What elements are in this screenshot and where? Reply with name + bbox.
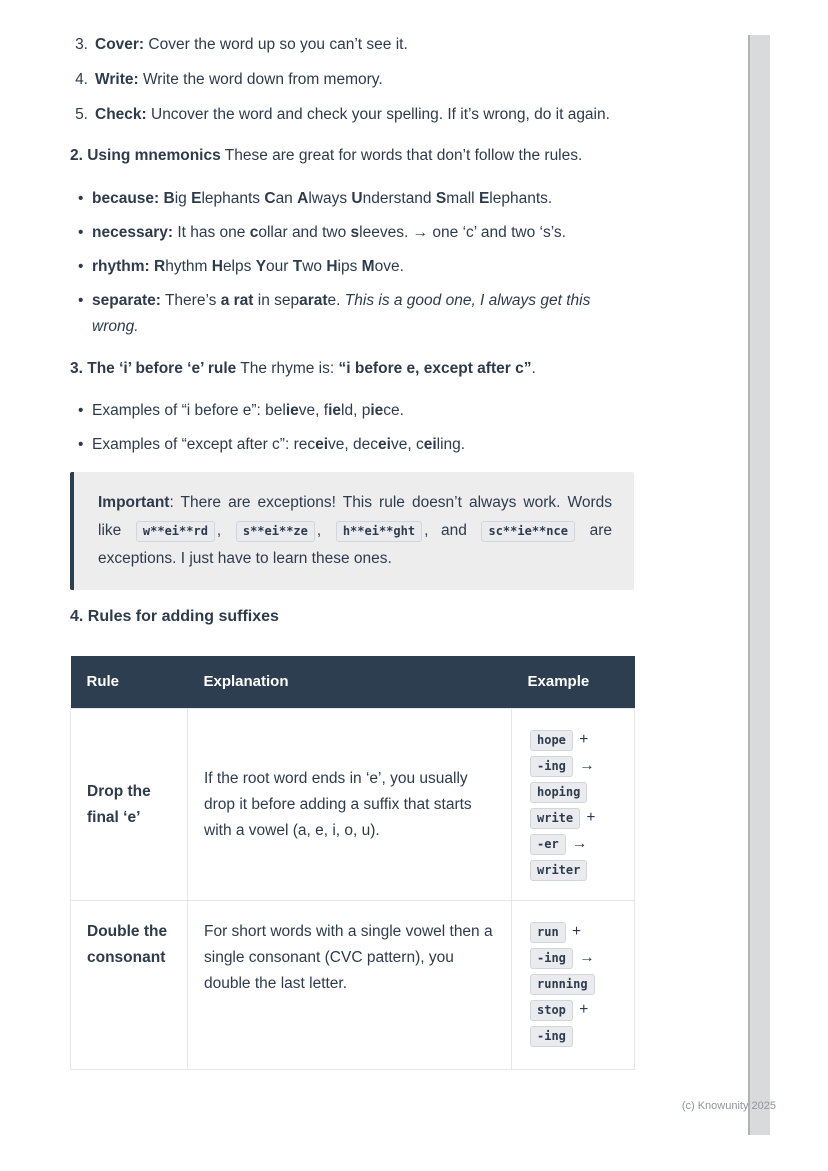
text-segment: + — [574, 1001, 589, 1018]
bold-text: Cover: — [95, 36, 145, 53]
text-segment: → — [567, 834, 588, 852]
example-cell — [512, 709, 635, 901]
text-segment: There’s — [160, 292, 221, 309]
bold-text: s — [350, 224, 360, 241]
text-segment: , — [216, 522, 234, 539]
text-segment: These are great for words that don’t follow the rules. — [220, 147, 583, 164]
list-item-check — [70, 102, 634, 128]
document-content — [70, 32, 634, 1070]
text-segment: → — [574, 949, 595, 966]
table-header-explanation: Explanation — [188, 656, 512, 709]
bold-text: E — [191, 190, 202, 207]
text-segment: . — [531, 360, 536, 377]
text-segment: It has one — [173, 224, 250, 241]
ordered-list-steps — [70, 32, 634, 128]
bold-text: 2. Using mnemonics — [70, 147, 221, 164]
code-chip: writer — [530, 860, 587, 881]
text-segment: , and — [424, 522, 480, 539]
paragraph-using-mnemonics — [70, 143, 634, 169]
list-item-cover — [70, 32, 634, 58]
list-item-text — [95, 67, 634, 93]
bold-text: “i before e, except after c” — [338, 360, 532, 377]
bold-text: U — [351, 190, 363, 207]
bold-text: Important — [98, 494, 170, 511]
code-chip: sc**ie**nce — [481, 521, 574, 542]
heading-suffix-rules: 4. Rules for adding suffixes — [70, 608, 279, 625]
bold-text: arat — [299, 292, 328, 309]
list-item-text — [95, 32, 634, 58]
bold-text: Write: — [95, 71, 139, 88]
text-segment: Uncover the word and check your spelling. If it’s wrong, do it again. — [146, 106, 610, 123]
text-segment: lways — [308, 190, 352, 207]
text-segment: Write the word down from memory. — [138, 71, 383, 88]
bold-text: separate: — [92, 292, 161, 309]
text-segment: in sep — [253, 292, 300, 309]
text-segment: : There are exceptions! This rule doesn’t always work. Words like — [98, 494, 612, 539]
text-segment: + — [574, 730, 589, 748]
text-segment: an — [275, 190, 298, 207]
code-chip: hope — [530, 730, 573, 751]
example-content — [528, 727, 618, 883]
bold-text: ei — [378, 436, 391, 453]
table-row-double-consonant — [71, 901, 635, 1070]
code-chip: h**ei**ght — [336, 521, 422, 542]
text-segment: mall — [446, 190, 479, 207]
text-segment: ollar and two — [258, 224, 351, 241]
table-header-rule: Rule — [71, 656, 188, 709]
bold-text: 3. The ‘i’ before ‘e’ rule — [70, 360, 237, 377]
bold-text: a rat — [220, 292, 254, 309]
bold-text: H — [326, 258, 338, 275]
bold-text: Y — [255, 258, 267, 275]
bold-text: S — [435, 190, 447, 207]
bullet-item-because — [70, 186, 634, 212]
bold-text: M — [361, 258, 375, 275]
text-segment: nderstand — [362, 190, 436, 207]
bullet-text — [92, 432, 634, 458]
text-segment: Cover the word up so you can’t see it. — [144, 36, 408, 53]
code-chip: s**ei**ze — [236, 521, 315, 542]
table-row-drop-final-e — [71, 709, 635, 901]
code-chip: running — [530, 974, 595, 995]
bullet-text — [92, 186, 634, 212]
list-number: 4. — [75, 71, 88, 88]
code-chip: write — [530, 808, 580, 829]
bullet-text — [92, 398, 634, 424]
bold-text: necessary: — [92, 224, 174, 241]
bullet-text — [92, 254, 634, 280]
bold-text: ie — [285, 402, 299, 419]
bold-text: R — [154, 258, 166, 275]
suffix-rules-table — [70, 656, 635, 1070]
explanation-cell: If the root word ends in ‘e’, you usually drop it before adding a suffix that starts with a vowel (a, e, i, o, u). — [188, 709, 512, 901]
text-segment: + — [582, 808, 596, 826]
text-segment: ce. — [383, 402, 404, 419]
bold-text: rhythm: — [92, 258, 150, 275]
bullet-item-separate — [70, 288, 634, 340]
bullet-item-i-before-e — [70, 398, 634, 424]
bold-text: ie — [370, 402, 384, 419]
text-segment: ling. — [436, 436, 466, 453]
bullet-text — [92, 220, 634, 246]
bullet-list-ie-examples — [70, 398, 634, 458]
text-segment: Examples of “i before e”: bel — [92, 402, 286, 419]
explanation-cell: For short words with a single vowel then a single consonant (CVC pattern), you double the last letter. — [188, 901, 512, 1070]
bold-text: E — [478, 190, 490, 207]
bullet-text — [92, 288, 634, 340]
text-segment: , — [316, 522, 334, 539]
example-content — [528, 919, 618, 1043]
bullet-item-necessary — [70, 220, 634, 246]
rule-cell: Drop the final ‘e’ — [71, 709, 188, 901]
text-segment: → — [574, 756, 595, 774]
paragraph-ie-rule — [70, 356, 634, 382]
code-chip: w**ei**rd — [136, 521, 215, 542]
bullet-list-mnemonics — [70, 186, 634, 340]
text-segment: Examples of “except after c”: rec — [92, 436, 316, 453]
text-segment: wo — [302, 258, 327, 275]
bold-text: B — [163, 190, 175, 207]
text-segment: The rhyme is: — [236, 360, 339, 377]
code-chip: stop — [530, 1000, 573, 1021]
text-segment: elps — [222, 258, 256, 275]
important-callout — [70, 472, 634, 590]
code-chip: -er — [530, 834, 566, 855]
scrollbar[interactable] — [748, 35, 770, 1135]
text-segment: ve, c — [390, 436, 424, 453]
text-segment: leeves. → one ‘c’ and two ‘s’s. — [359, 224, 566, 241]
code-chip: run — [530, 922, 566, 943]
code-chip: -ing — [530, 948, 573, 969]
bold-text: H — [211, 258, 223, 275]
example-cell — [512, 901, 635, 1070]
text-segment: e. — [327, 292, 345, 309]
bold-text: A — [297, 190, 309, 207]
text-segment: ove. — [374, 258, 404, 275]
list-item-write — [70, 67, 634, 93]
text-segment: ve, f — [298, 402, 329, 419]
text-segment: ld, p — [341, 402, 371, 419]
list-number: 5. — [75, 106, 88, 123]
list-item-text — [95, 102, 634, 128]
text-segment: ips — [337, 258, 362, 275]
text-segment: are exceptions. I just have to learn these ones. — [98, 522, 612, 567]
code-chip: -ing — [530, 756, 573, 777]
bullet-item-except-after-c — [70, 432, 634, 458]
bullet-item-rhythm — [70, 254, 634, 280]
callout-text — [98, 489, 612, 573]
text-segment: lephants. — [489, 190, 553, 207]
text-segment: ve, dec — [328, 436, 379, 453]
table-header-example: Example — [512, 656, 635, 709]
text-segment: ig — [174, 190, 192, 207]
text-segment: our — [266, 258, 293, 275]
code-chip: hoping — [530, 782, 587, 803]
bold-text: T — [292, 258, 303, 275]
bold-text: ei — [315, 436, 329, 453]
table-header-row — [71, 656, 635, 709]
text-segment: hythm — [165, 258, 212, 275]
bold-text: Check: — [95, 106, 147, 123]
watermark: (c) Knowunity 2025 — [681, 1100, 776, 1112]
code-chip: -ing — [530, 1026, 573, 1047]
bold-text: because: — [92, 190, 160, 207]
text-segment: + — [567, 923, 582, 940]
bold-text: c — [249, 224, 259, 241]
bold-text: ei — [423, 436, 437, 453]
list-number: 3. — [75, 36, 88, 53]
italic-text: This is a good one, I always get this wrong. — [92, 292, 591, 335]
bold-text: ie — [328, 402, 342, 419]
rule-cell: Double the consonant — [71, 901, 188, 1070]
text-segment: lephants — [201, 190, 265, 207]
bold-text: C — [264, 190, 276, 207]
